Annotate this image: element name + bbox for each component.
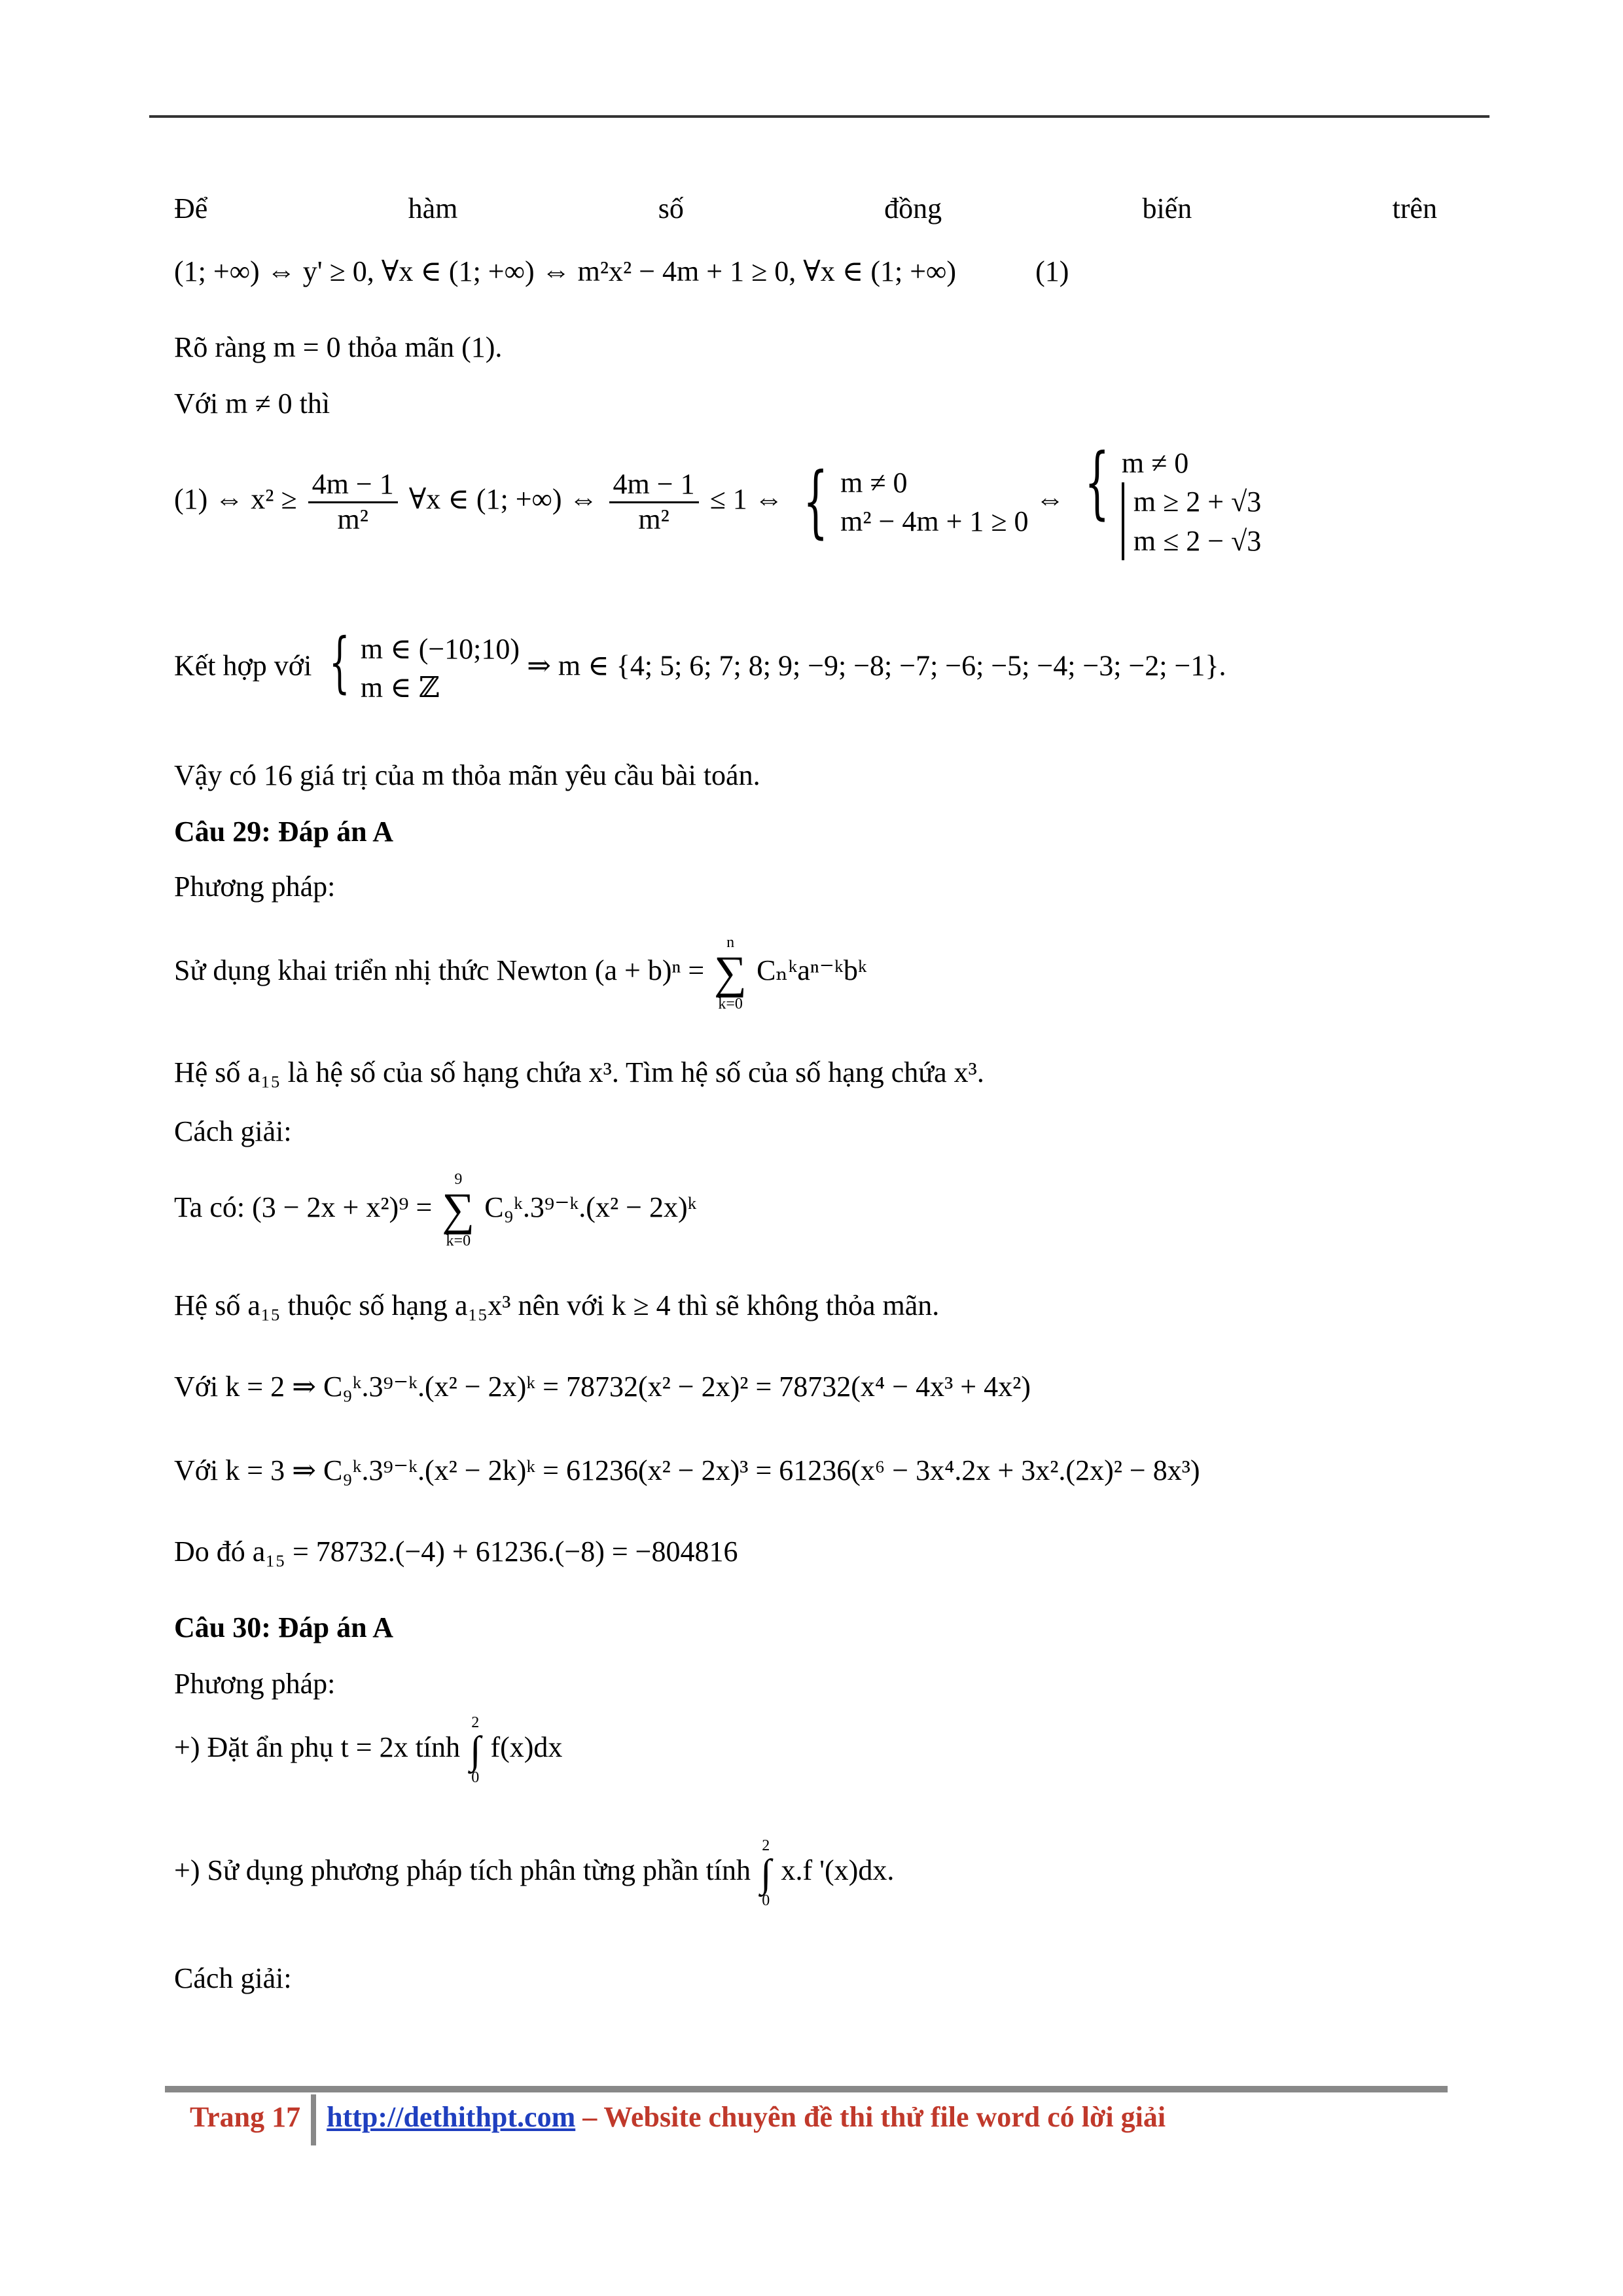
system-brace: { m ∈ (−10;10) m ∈ ℤ bbox=[329, 624, 520, 704]
question-heading: Câu 30: Đáp án A bbox=[174, 1611, 393, 1643]
footer-separator bbox=[311, 2094, 316, 2145]
formula-line: +) Đặt ẩn phụ t = 2x tính 2 ∫ 0 f(x)dx bbox=[174, 1714, 563, 1786]
integral-symbol: 2 ∫ 0 bbox=[760, 1837, 772, 1909]
paragraph-line: Với m ≠ 0 thì bbox=[174, 387, 330, 420]
paragraph-line: Vậy có 16 giá trị của m thỏa mãn yêu cầu bài toán. bbox=[174, 759, 760, 791]
paragraph-line: Phương pháp: bbox=[174, 870, 336, 903]
equation-system-line: (1) ⇔ x² ≥ $\frac{4m - 1}{\text{m²}}$ ∀x ∈ (1; +∞) ⇔ $\frac{4m - 1}{\text{m²}}$ ≤ 1 ⇔ { m ≠ 0 m² − 4m + 1 ≥ 0 ⇔ { m ≠ 0 m ≥ 2 + √3 m ≤ 2 − √3 bbox=[174, 444, 1261, 560]
system-brace: { m ≠ 0 m² − 4m + 1 ≥ 0 bbox=[802, 456, 1029, 548]
equation-line: Với k = 2 ⇒ C₉ᵏ.3⁹⁻ᵏ.(x² − 2x)ᵏ = 78732(x² − 2x)² = 78732(x⁴ − 4x³ + 4x²) bbox=[174, 1371, 1031, 1403]
header-rule bbox=[149, 115, 1489, 118]
word: biến bbox=[1142, 192, 1192, 224]
question-heading: Câu 29: Đáp án A bbox=[174, 816, 393, 848]
paragraph-line: Cách giải: bbox=[174, 1962, 292, 1994]
word: đồng bbox=[884, 192, 942, 224]
paragraph-line-1 bbox=[174, 190, 1437, 227]
equation-line-1: (1; +∞) ⇔ y' ≥ 0, ∀x ∈ (1; +∞) ⇔ m²x² − 4m + 1 ≥ 0, ∀x ∈ (1; +∞) (1) bbox=[174, 255, 1069, 287]
word: trên bbox=[1392, 192, 1437, 224]
paragraph-line: Rõ ràng m = 0 thỏa mãn (1). bbox=[174, 331, 503, 363]
word: hàm bbox=[408, 192, 458, 224]
integral-symbol: 2 ∫ 0 bbox=[470, 1714, 481, 1786]
equation-tag: (1) bbox=[1035, 255, 1069, 287]
sum-symbol: n ∑ k=0 bbox=[714, 934, 747, 1013]
footer-tagline: – Website chuyên đề thi thử file word có lời giải bbox=[582, 2101, 1166, 2134]
formula-line: Ta có: (3 − 2x + x²)⁹ = 9 ∑ k=0 C₉ᵏ.3⁹⁻ᵏ.(x² − 2x)ᵏ bbox=[174, 1171, 697, 1249]
fraction: $\frac{4m - 1}{\text{m²}}$ bbox=[609, 468, 699, 536]
paragraph-line: Phương pháp: bbox=[174, 1668, 336, 1700]
paragraph-line: Hệ số a₁₅ là hệ số của số hạng chứa x³. Tìm hệ số của số hạng chứa x³. bbox=[174, 1056, 984, 1088]
combine-line: Kết hợp với { m ∈ (−10;10) m ∈ ℤ ⇒ m ∈ {4; 5; 6; 7; 8; 9; −9; −8; −7; −6; −5; −4; −3; −2; −1}. bbox=[174, 630, 1226, 708]
word: số bbox=[658, 192, 684, 224]
word: Để bbox=[174, 192, 208, 224]
page-footer bbox=[190, 2094, 1166, 2145]
website-link[interactable]: http://dethithpt.com bbox=[327, 2101, 576, 2134]
paragraph-line: Hệ số a₁₅ thuộc số hạng a₁₅x³ nên với k ≥ 4 thì sẽ không thỏa mãn. bbox=[174, 1289, 940, 1321]
system-brace: { m ≠ 0 m ≥ 2 + √3 m ≤ 2 − √3 bbox=[1072, 444, 1262, 560]
equation-line: Với k = 3 ⇒ C₉ᵏ.3⁹⁻ᵏ.(x² − 2k)ᵏ = 61236(x² − 2x)³ = 61236(x⁶ − 3x⁴.2x + 3x².(2x)² − 8x³) bbox=[174, 1454, 1200, 1486]
footer-rule bbox=[165, 2086, 1448, 2092]
equation-line: Do đó a₁₅ = 78732.(−4) + 61236.(−8) = −804816 bbox=[174, 1535, 738, 1568]
page-number: Trang 17 bbox=[190, 2101, 301, 2134]
sum-symbol: 9 ∑ k=0 bbox=[442, 1171, 475, 1249]
formula-line: Sử dụng khai triển nhị thức Newton (a + b)ⁿ = n ∑ k=0 Cₙᵏaⁿ⁻ᵏbᵏ bbox=[174, 934, 867, 1013]
paragraph-line: Cách giải: bbox=[174, 1115, 292, 1147]
formula-line: +) Sử dụng phương pháp tích phân từng phần tính 2 ∫ 0 x.f '(x)dx. bbox=[174, 1837, 895, 1909]
fraction: $\frac{4m - 1}{\text{m²}}$ bbox=[308, 468, 398, 536]
